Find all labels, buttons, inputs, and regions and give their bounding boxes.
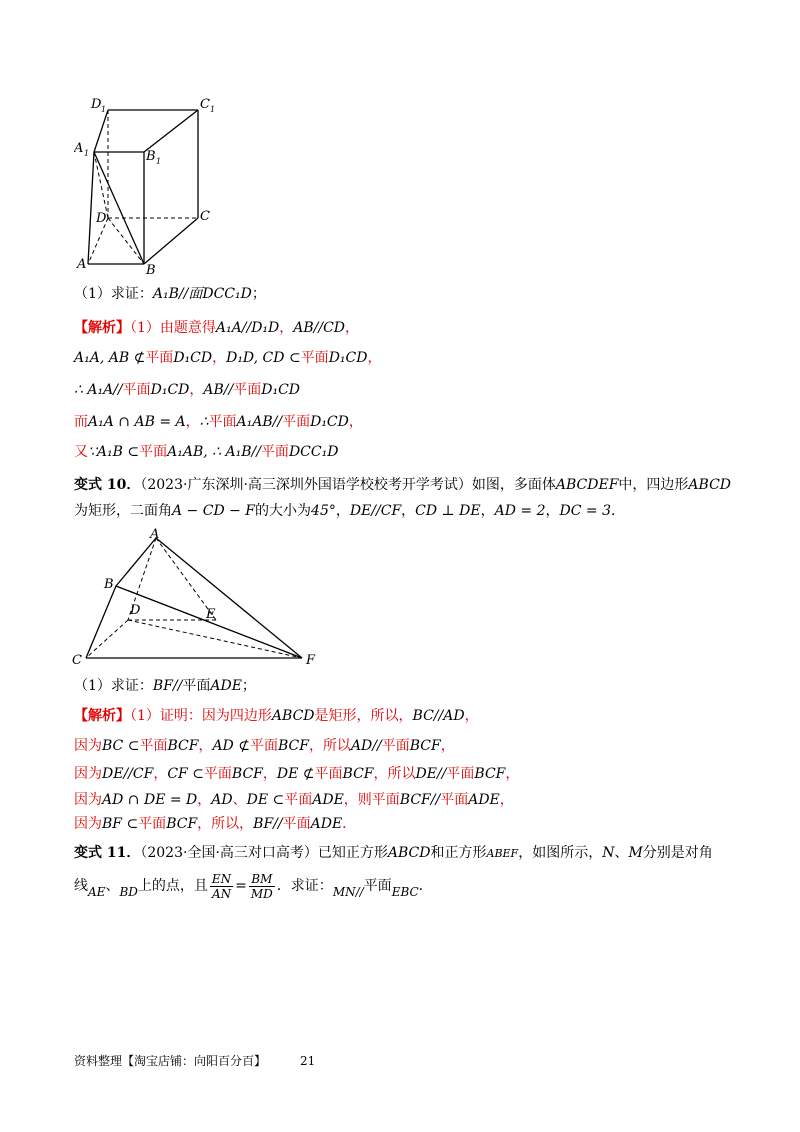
math: ADE: [312, 792, 344, 808]
numerator: BM: [249, 872, 275, 887]
variant-11: [74, 840, 734, 867]
text: 是矩形，所以，: [314, 708, 413, 724]
math: AB//CD: [293, 320, 346, 336]
text: 平面: [363, 878, 392, 894]
math: DE//CF: [102, 766, 154, 782]
text: 平面: [203, 766, 232, 782]
text: ，: [480, 503, 495, 519]
math: BD: [119, 885, 138, 899]
label-A: A: [77, 257, 87, 272]
equals: =: [235, 878, 247, 894]
text: ；: [241, 678, 256, 694]
text: ．: [342, 816, 357, 832]
text: ，: [505, 766, 520, 782]
text: 因为: [74, 738, 102, 754]
math: BF//: [253, 816, 283, 832]
label-D: D: [96, 211, 107, 226]
text: ，: [345, 320, 360, 336]
text: ，: [262, 766, 277, 782]
q1-suffix: ；: [251, 286, 266, 302]
text: （1）证明：因为四边形: [130, 708, 272, 724]
text: ，: [348, 414, 363, 430]
math: D₁CD: [310, 414, 349, 430]
text: ，: [185, 414, 200, 430]
text: 平面: [182, 678, 211, 694]
label-D: D: [130, 603, 141, 618]
text: 平面: [145, 350, 174, 366]
math: A − CD − F: [172, 503, 256, 519]
text: ，: [279, 320, 294, 336]
text: 平面: [284, 792, 313, 808]
math: ADE: [310, 816, 343, 832]
text: ．求证：: [276, 878, 333, 894]
math: BCF//: [399, 792, 441, 808]
question-1: [74, 284, 266, 304]
math: BC//AD: [412, 708, 465, 724]
math: DE//CF: [349, 503, 402, 519]
solution-2-line-1: [74, 706, 479, 726]
text: 因为: [74, 792, 102, 808]
solution-2-line-3: [74, 764, 519, 784]
math: AB//: [203, 382, 234, 398]
math: ADE: [468, 792, 500, 808]
math: BCF: [409, 738, 441, 754]
text: 线: [74, 878, 88, 894]
text: 分别是对角: [642, 845, 713, 861]
math: CF ⊂: [167, 766, 204, 782]
label-E: E: [206, 607, 216, 622]
text: ，: [153, 766, 168, 782]
page-footer: [74, 1052, 315, 1069]
label-B: B: [104, 577, 114, 592]
text: 平面: [208, 414, 237, 430]
text: 平面: [139, 444, 168, 460]
text: ，: [198, 738, 213, 754]
math: D₁D, CD ⊂: [226, 350, 301, 366]
text: ，则平面: [343, 792, 400, 808]
question-2: [74, 676, 256, 696]
math: AE: [88, 885, 106, 899]
math: BC ⊂: [102, 738, 140, 754]
math: M: [628, 845, 643, 861]
math: BF ⊂: [102, 816, 139, 832]
fraction-bm-md: [249, 872, 275, 901]
text: 平面: [139, 738, 168, 754]
text: ，: [440, 738, 455, 754]
text: ．: [418, 878, 433, 894]
math: MN//: [332, 885, 364, 899]
text: 而: [74, 414, 88, 430]
math: ABCD: [271, 708, 315, 724]
solution-1-line-1: [74, 318, 359, 338]
fraction-en-an: [210, 872, 233, 901]
analysis-tag: 【解析】: [74, 708, 130, 724]
label-C: C: [200, 209, 210, 224]
math: BCF: [277, 738, 309, 754]
math: ABEF: [486, 847, 519, 860]
solution-1-line-4: [74, 412, 363, 432]
text: 平面: [440, 792, 469, 808]
math: D₁CD: [173, 350, 213, 366]
denominator: AN: [211, 886, 232, 901]
math: ∵A₁B ⊂: [88, 444, 140, 460]
label-C1: C: [200, 97, 210, 112]
text: 平面: [314, 766, 343, 782]
math: AD = 2: [494, 503, 546, 519]
math: CD ⊥ DE: [415, 503, 481, 519]
math: A₁A//D₁D: [215, 320, 280, 336]
math: BCF: [342, 766, 374, 782]
math: DE ⊂: [246, 792, 285, 808]
text: 平面: [249, 738, 278, 754]
solution-1-line-5: [74, 442, 338, 462]
text: ，: [335, 503, 350, 519]
text: （1）求证：: [74, 678, 153, 694]
text: ，如图所示，: [518, 845, 603, 861]
label-C1-sub: 1: [210, 105, 216, 114]
label-C: C: [72, 653, 82, 668]
math: D₁CD: [328, 350, 368, 366]
text: 平面: [122, 382, 151, 398]
text: ，所以: [373, 766, 416, 782]
math: DE ⊄: [276, 766, 315, 782]
solution-2-line-2: [74, 736, 455, 756]
text: 平面: [233, 382, 262, 398]
math: N: [602, 845, 615, 861]
math: ABCD: [387, 845, 431, 861]
text: 上的点，且: [137, 878, 208, 894]
label-D1: D: [91, 97, 102, 112]
math: ∴ A₁A//: [74, 382, 123, 398]
label-B: B: [146, 263, 156, 277]
math: AD//: [350, 738, 382, 754]
analysis-tag: 【解析】: [74, 320, 130, 336]
text: （1）由题意得: [130, 320, 216, 336]
math: AD ∩ DE = D: [102, 792, 198, 808]
math: BCF: [231, 766, 263, 782]
math: A₁AB//: [236, 414, 283, 430]
math: A₁AB, ∴ A₁B//: [167, 444, 261, 460]
label-D1-sub: 1: [101, 105, 107, 114]
text: （2023·全国·高三对口高考）已知正方形: [140, 845, 388, 861]
label-B1-sub: 1: [156, 157, 162, 166]
math: AD ⊄: [212, 738, 250, 754]
q1-expression: A₁B//面DCC₁D: [152, 286, 252, 302]
math: DE//: [415, 766, 447, 782]
math: A₁A ∩ AB = A: [88, 414, 186, 430]
text: ，: [189, 382, 204, 398]
math: DCC₁D: [288, 444, 339, 460]
math: ABCD: [688, 477, 732, 493]
text: 平面: [300, 350, 329, 366]
denominator: MD: [250, 886, 273, 901]
text: 、: [105, 878, 120, 894]
text: ，: [367, 350, 382, 366]
text: ，: [464, 708, 479, 724]
math: BCF: [166, 816, 198, 832]
text: 因为: [74, 766, 102, 782]
text: 、: [232, 792, 247, 808]
solution-2-line-4: [74, 790, 514, 810]
solution-1-line-2: [74, 348, 381, 368]
math: BCF: [167, 738, 199, 754]
text: ，: [401, 503, 416, 519]
text: 平面: [381, 738, 410, 754]
text: 平面: [138, 816, 167, 832]
text: 平面: [282, 414, 311, 430]
math: DC = 3: [559, 503, 611, 519]
text: 中，四边形: [618, 477, 689, 493]
math: EBC: [391, 885, 419, 899]
math: A₁A, AB ⊄: [74, 350, 146, 366]
variant-11-line-2: [74, 866, 734, 912]
text: （2023·广东深圳·高三深圳外国语学校校考开学考试）如图，多面体: [140, 477, 556, 493]
prism-figure: [74, 92, 234, 277]
footer-source: 资料整理【淘宝店铺：向阳百分百】: [74, 1054, 267, 1068]
math: ABCDEF: [555, 477, 619, 493]
text: ，: [499, 792, 514, 808]
variant-10-label: 变式 10．: [74, 477, 141, 493]
polyhedron-figure: [70, 528, 330, 670]
math: D₁CD: [261, 382, 301, 398]
text: ，: [545, 503, 560, 519]
text: 和正方形: [430, 845, 487, 861]
text: 、: [614, 845, 629, 861]
label-A: A: [150, 528, 160, 542]
text: ，: [197, 792, 212, 808]
math: AD: [211, 792, 233, 808]
text: 平面: [260, 444, 289, 460]
text: 又: [74, 444, 88, 460]
label-A1-sub: 1: [84, 149, 90, 158]
text: ，所以: [308, 738, 351, 754]
q1-prefix: （1）求证：: [74, 286, 153, 302]
math: ADE: [210, 678, 242, 694]
text: ，所以，: [197, 816, 254, 832]
math: ∴: [199, 414, 209, 430]
numerator: EN: [211, 871, 232, 886]
text: ，: [212, 350, 227, 366]
text: 的大小为: [255, 503, 312, 519]
solution-1-line-3: [74, 380, 300, 400]
label-F: F: [306, 653, 316, 668]
math: BF//: [152, 678, 183, 694]
text: 平面: [446, 766, 475, 782]
math: BCF: [474, 766, 506, 782]
math: D₁CD: [150, 382, 190, 398]
label-A1: A: [74, 141, 84, 156]
variant-10: [74, 472, 734, 524]
page-number: 21: [300, 1054, 316, 1068]
math: 45°: [311, 503, 336, 519]
text: 因为: [74, 816, 102, 832]
solution-2-line-5: [74, 814, 356, 834]
variant-11-label: 变式 11．: [74, 845, 141, 861]
text: 平面: [282, 816, 311, 832]
text: 为矩形，二面角: [74, 503, 172, 519]
text: ．: [610, 503, 625, 519]
label-B1: B: [146, 149, 156, 164]
